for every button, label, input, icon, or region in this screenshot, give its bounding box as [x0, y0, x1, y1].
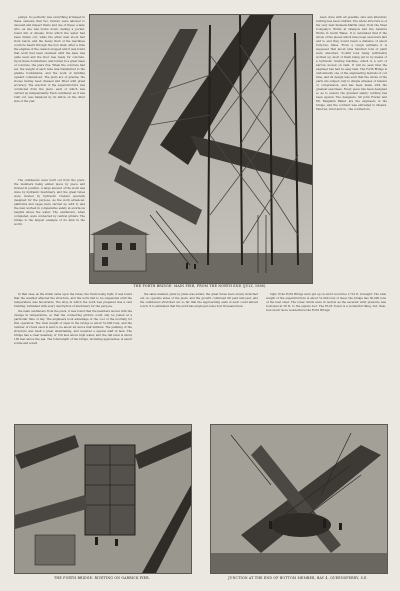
riveting-illustration — [14, 424, 192, 574]
main-pier-illustration — [89, 14, 313, 284]
article-paragraph: The cantilevers were built out from the piers, the members being added piece by piece and riveted in position. A large amount of the work was done by hydraulic machinery, and the great tubes were riveted by hydraulic riveters specially designed for the purpose. As the work advanced, platforms and cages were carried up with it, and the men worked in comparative safety at enormous heights above the water. The cantilevers, when completed, were connected by central girders. The bridge is the largest example of its kind in the world. — [14, 178, 85, 226]
junction-engraving — [211, 425, 387, 573]
junction-caption: JUNCTION AT THE END OF BOTTOM MEMBER, BAY 4, QUEENSFERRY, S.E. — [228, 576, 368, 580]
article-paragraph: the same manner, plate by plate was added, the great tubes were slowly stretched out on opposite sides of the piers, and the growth continued till past mid-year, and the cantilevers stretched out so far that the approaching ends of each could almost touch. It is estimated that the work has employed some four thousand men. — [140, 292, 258, 308]
article-column-bottom-left — [14, 292, 132, 420]
article-paragraph: been done with all possible care and attention; nothing has been omitted. The whole structure is of the very best Siemens-Martin steel, from the Steel Company's Works at Glasgow and the Landore Works in South Wales. It is calculated that if the whole of the pieces which have been used were laid end to end they would reach a distance of about forty-two miles. From a rough estimate it is supposed that about nine hundred tons of paint were absorbed, 51,000 tons being sufficiently worked up, most of them being put in by means of a hydraulic riveting machine, which is a sort of barrow moved on rails. It will be seen that the engineer has had no easy task. The Forth Bridge is undoubtedly one of the engineering marvels of our time, and its design was such that the whole of the parts are subject only to simple stresses of tension or compression, and has been made with the greatest exactness. Every piece has been designed so as to ensure the greatest safety; nothing has been spared. The designers, Sir John Fowler and Mr. Benjamin Baker, are the engineers of the bridge, and the contract was entrusted to Messrs. Tancred, Arrol and Co., the contractors. — [316, 15, 387, 111]
article-column-right — [316, 15, 387, 277]
article-column-bottom-right — [266, 292, 386, 420]
article-column-left-mid — [14, 178, 85, 278]
article-paragraph: high; if the Forth Bridge were put up on end it would be 1,710 ft. in height. The total weight of the superstructure is about 51,000 tons of steel, the bridge has 30,000 tons of the best steel. The lower winds were in motion as the severest wind pressure was reckoned at 56 lb. to the square foot. The ELLE Tower is a wonderful thing, but, then, how much more wonderful is the Forth Bridge! — [266, 292, 386, 312]
riveting-engraving — [15, 425, 191, 573]
article-paragraph: In that case, as the strain came upon the tubes, the rivets being tight, it was found that the weather affected the structure, and the work had to be suspended until the temperature was favourable. The shop in which the work was prepared was a vast building, furnished with every description of machinery for the purpose. — [14, 292, 132, 308]
main-illustration-caption: THE FORTH BRIDGE: MAIN PIER, FROM THE NORTH END (JULY, 1888). — [133, 284, 267, 288]
article-paragraph: pumps. So perfectly was everything arranged in these caissons that two visitors were allowed to descend and inspect them; and one of these, a lady, who, as she was borne down, feeling a pocket, found full of wheels, from which the water had been drawn out, while the ether men stood fast from below, and the heavy thud of the machines could be heard through the iron shell. After a time the engines of the caisson stopped and it was found that work had been resumed until the base was quite level and the floor was ready for concrete. Upon these foundations, and buried in a great mass of concrete, the piers rise. When the concrete had set, the weight of each tube was transferred to the granite foundations, and the work of building upward commenced. The piers are of granite, the stones having been dressed and fitted with great accuracy. The erection of the superstructure was conducted from the piers, each of which was carried up independently. Each cantilever, as it was built out, was balanced by its fellow on the other side of the pier. — [14, 15, 85, 103]
article-column-left-top — [14, 15, 85, 175]
junction-illustration — [210, 424, 388, 574]
bridge-engraving — [90, 15, 312, 283]
article-column-bottom-mid — [140, 292, 258, 420]
article-paragraph: the main cantilevers from the piers, it was found that the members moved with the change in temperature, so that the connecting girders could only be joined at a particular time of day. The engineers took advantage of the cool of the morning for this operation. The total weight of steel in the bridge is about 51,000 tons, and the number of rivets used is said to be about six and a half millions. The painting of the structure was itself a great undertaking, and required a special staff of men. The bridge has a clear headway of 150 feet above high water, and the rail level is about 156 feet above the sea. The total length of the bridge, including approaches, is about a mile and a half. — [14, 309, 132, 345]
riveting-caption: THE FORTH BRIDGE: RIVETING ON GARRICK PIER. — [54, 576, 150, 580]
